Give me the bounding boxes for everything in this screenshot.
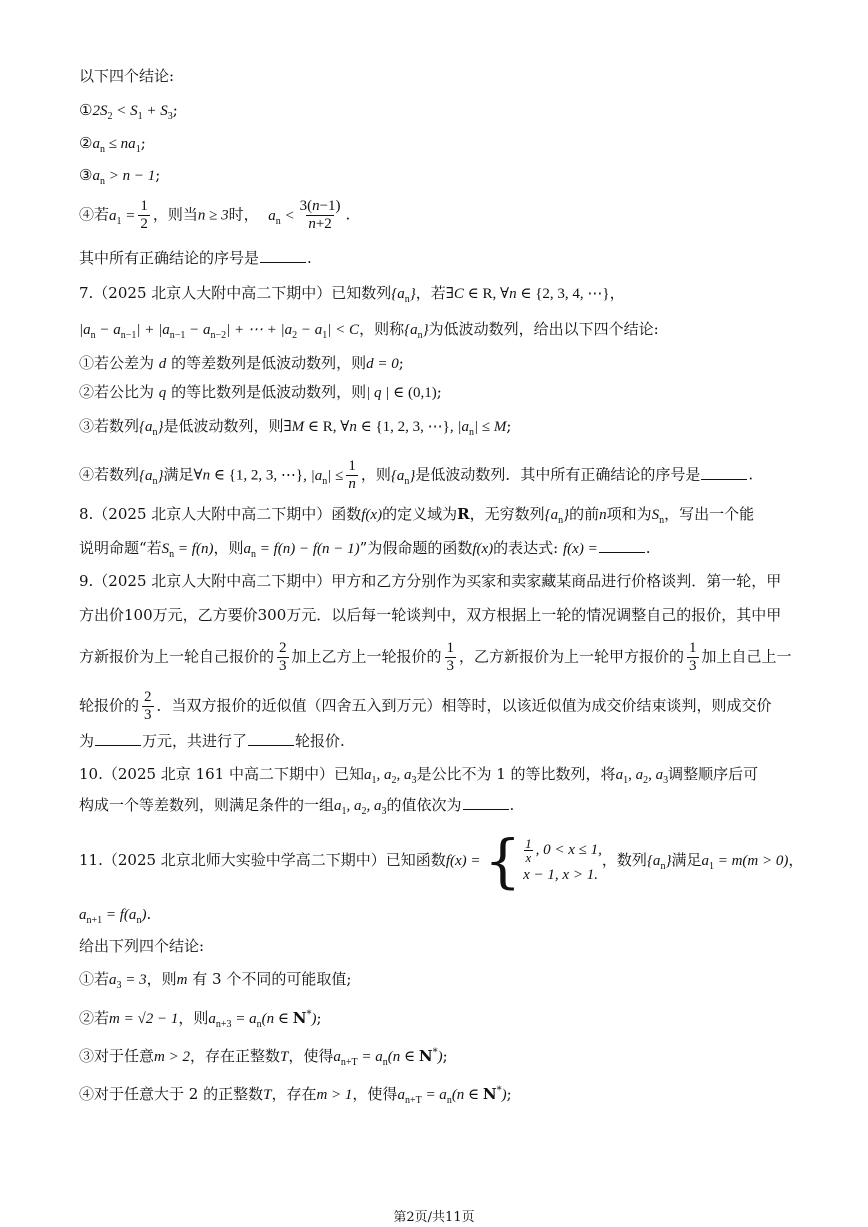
q11-option-1: ①若$a_3 = 3$，则m 有 3 个不同的可能取值; (79, 970, 352, 991)
conclusion-4: ④若$a_1$ = $\frac{1}{2}$ ，则当n ≥ 3时， $a_n$ < $\frac{3(n-1)}{n+2}$ . (79, 198, 351, 232)
q9-line-2: 方出价100万元，乙方要价300万元．以后每一轮谈判中，双方根据上一轮的情况调整自己的报价，其中甲 (79, 606, 782, 624)
q9-line-3: 方新报价为上一轮自己报价的 $\frac{2}{3}$ 加上乙方上一轮报价的 $\frac{1}{3}$ ，乙方新报价为上一轮甲方报价的 $\frac{1}{3}$ 加上自己上一 (79, 640, 792, 674)
answer-blank (701, 465, 747, 480)
q8-line-1: 8.（2025 北京人大附中高二下期中）函数f(x)的定义域为R，无穷数列$\{a_n\}$的前n项和为$S_n$，写出一个能 (79, 505, 755, 526)
q11-line-3: 给出下列四个结论: (79, 937, 205, 955)
conclusion-1: $①2S_2 < S_1 + S_3$; (79, 101, 178, 122)
q7-line-1: 7.（2025 北京人大附中高二下期中）已知数列$\{a_n\}$，若∃C ∈ R, ∀n ∈ {2, 3, 4, ⋯}， (79, 284, 625, 305)
q7-option-1: ①若公差为 d 的等差数列是低波动数列，则d = 0; (79, 354, 404, 372)
conclusion-3: $③a_n > n - 1$; (79, 166, 161, 187)
q11-line-1: 11.（2025 北京北师大实验中学高二下期中）已知函数f(x) = { $\frac{1}{x}$ , 0 < x ≤ 1, x − 1, x > 1. ，数列$\{a_n\}$满足$a_1 = m(m > 0)$， (79, 827, 804, 895)
q9-line-4: 轮报价的 $\frac{2}{3}$ ．当双方报价的近似值（四舍五入到万元）相等时，以该近似值为成交价结束谈判，则成交价 (79, 689, 772, 723)
q7-option-2: ②若公比为 q 的等比数列是低波动数列，则| q | ∈ (0,1); (79, 383, 442, 401)
q7-option-3: ③若数列$\{a_n\}$是低波动数列，则∃M ∈ R, ∀n ∈ {1, 2, 3, ⋯}, $|a_n| \le M$; (79, 417, 512, 438)
q10-line-2: 构成一个等差数列，则满足条件的一组$a_1$, $a_2$, $a_3$的值依次为 . (79, 796, 515, 817)
conclusion-2: $②a_n \le na_1$; (79, 134, 146, 155)
answer-blank (95, 731, 141, 746)
answer-blank (463, 795, 509, 810)
q7-line-2: $|a_n - a_{n-1}| + |a_{n-1} - a_{n-2}|$ + ⋯ + $|a_2 - a_1| < C$，则称$\{a_n\}$为低波动数列，给出以下四个结论: (79, 320, 659, 341)
q8-line-2: 说明命题“若$S_n = f(n)$，则$a_n = f(n) - f(n - 1)$”为假命题的函数f(x)的表达式: f(x) = . (79, 539, 651, 560)
q9-line-5: 为 万元，共进行了 轮报价. (79, 732, 345, 750)
q11-option-4: ④对于任意大于 2 的正整数T，存在m > 1，使得$a_{n+T} = a_n(n$ ∈ N*); (79, 1085, 512, 1106)
q7-option-4: ④若数列$\{a_n\}$满足∀n ∈ {1, 2, 3, ⋯}, $|a_n|$ ≤ $\frac{1}{n}$ ，则$\{a_n\}$是低波动数列．其中所有正确结论的序号是 . (79, 458, 754, 492)
q10-line-1: 10.（2025 北京 161 中高二下期中）已知$a_1$, $a_2$, $a_3$是公比不为 1 的等比数列，将$a_1$, $a_2$, $a_3$调整顺序后可 (79, 765, 759, 786)
q11-option-3: ③对于任意m > 2，存在正整数T，使得$a_{n+T} = a_n(n$ ∈ N*); (79, 1047, 448, 1068)
conclusion-question: 其中所有正确结论的序号是 . (79, 249, 312, 267)
answer-blank (248, 731, 294, 746)
q11-line-2: $a_{n+1} = f(a_n)$. (79, 905, 152, 926)
intro-line: 以下四个结论: (79, 67, 175, 85)
page-footer: 第2页/共11页 (393, 1210, 475, 1225)
answer-blank (260, 248, 306, 263)
q11-option-2: ②若m = √2 − 1，则$a_{n+3} = a_n(n$ ∈ N*); (79, 1009, 322, 1030)
q9-line-1: 9.（2025 北京人大附中高二下期中）甲方和乙方分别作为买家和卖家藏某商品进行价格谈判．第一轮，甲 (79, 572, 782, 590)
answer-blank (599, 538, 645, 553)
